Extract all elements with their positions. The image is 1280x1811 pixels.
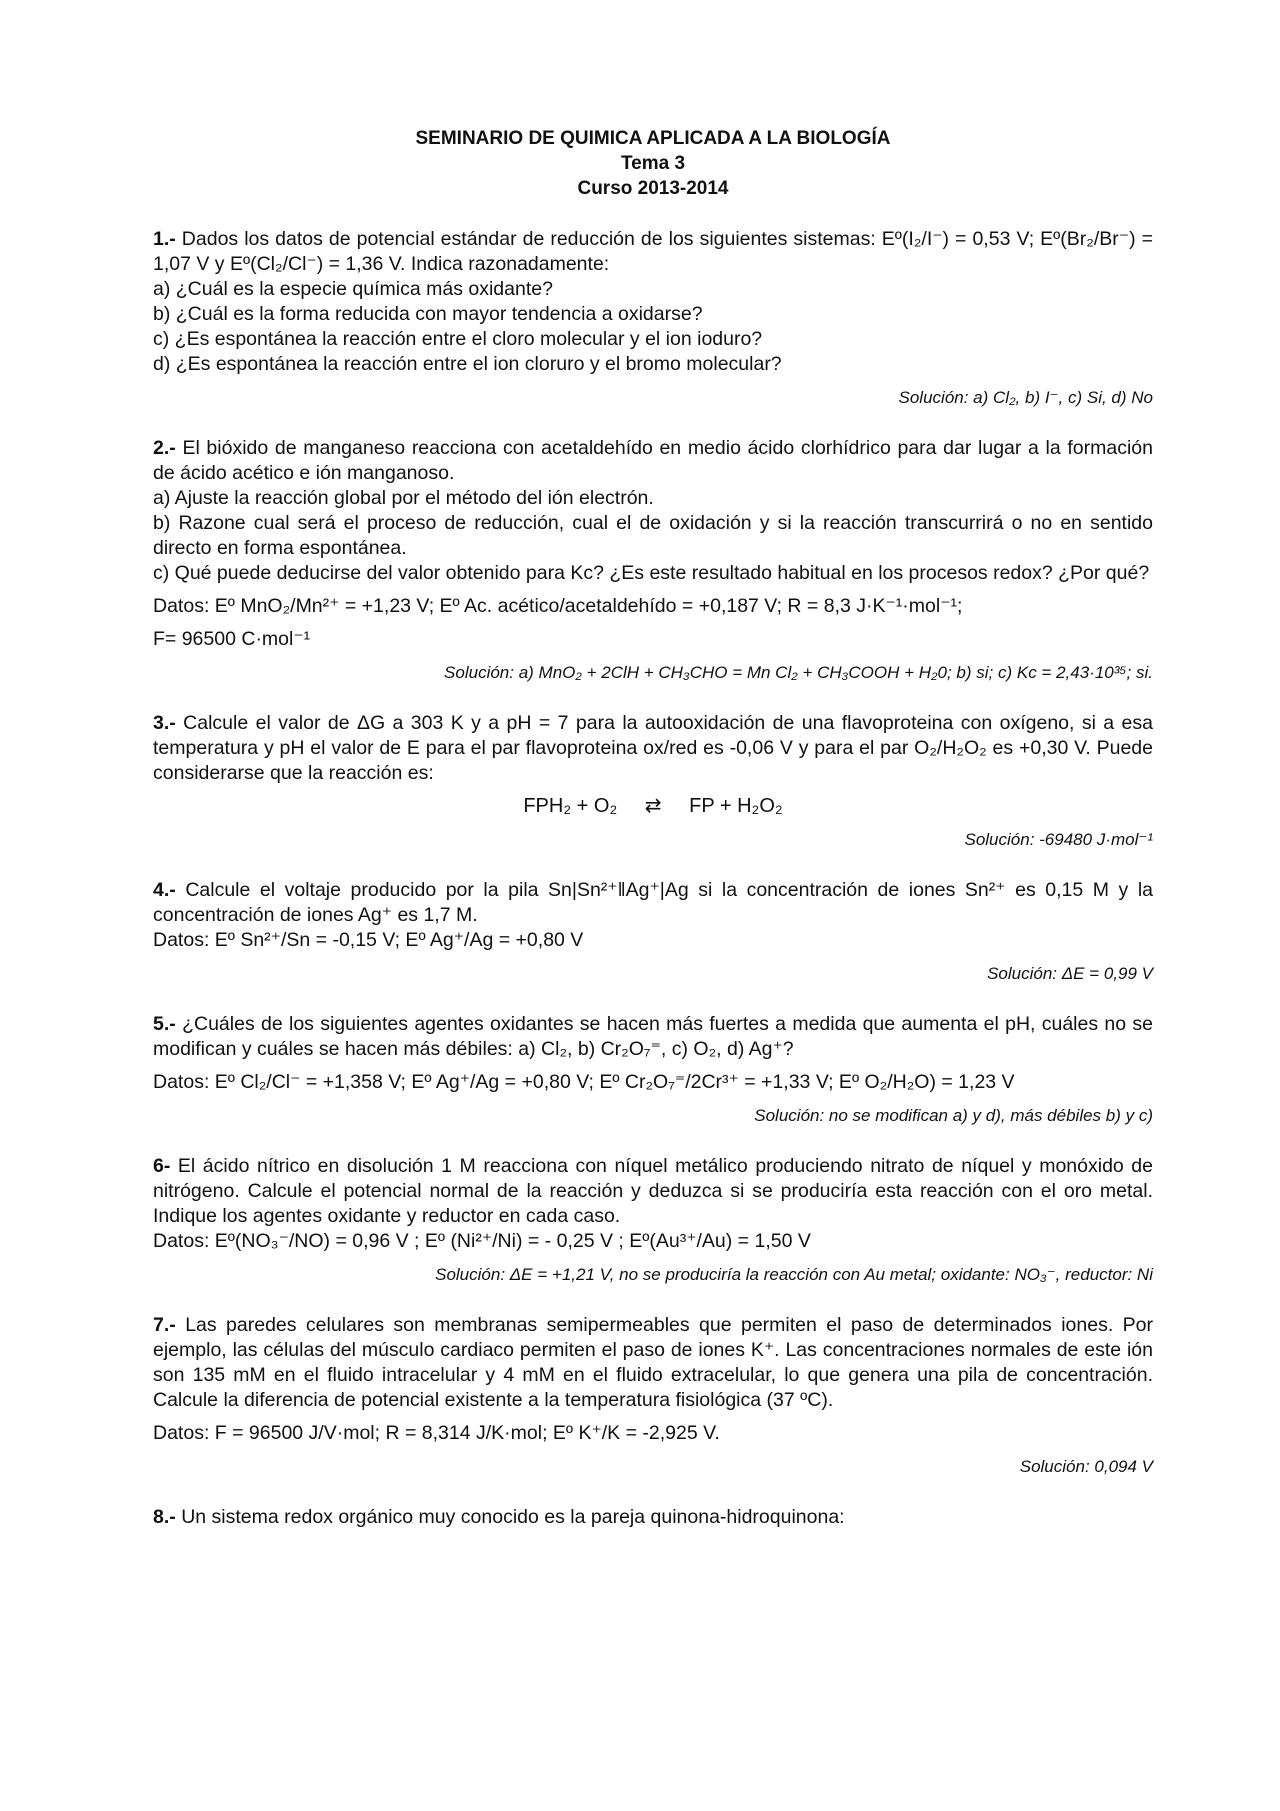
problem-2 [153,436,1153,685]
problem-number: 4.- [153,879,176,902]
data-line: Datos: F = 96500 J/V·mol; R = 8,314 J/K·mol; Eº K⁺/K = -2,925 V. [153,1422,720,1445]
problem-number: 5.- [153,1013,176,1036]
problem-7 [153,1313,1153,1479]
question-a: a) ¿Cuál es la especie química más oxidante? [153,278,553,300]
question-d: d) ¿Es espontánea la reacción entre el ion cloruro y el bromo molecular? [153,353,782,375]
problem-1 [153,227,1153,410]
problem-statement: Calcule el voltaje producido por la pila Sn|Sn²⁺‖Ag⁺|Ag si la concentración de iones Sn²⁺ es 0,15 M y la concentración de iones Ag⁺ es 1,7 M. [153,879,1153,927]
problem-6 [153,1154,1153,1287]
document-page [153,126,1153,1530]
question-c: c) Qué puede deducirse del valor obtenido para Kc? ¿Es este resultado habitual en los procesos redox? ¿Por qué? [153,562,1150,584]
document-header [153,126,1153,201]
question-b: b) ¿Cuál es la forma reducida con mayor tendencia a oxidarse? [153,303,703,325]
equation-left: FPH₂ + O₂ [523,795,618,817]
solution: Solución: -69480 J·mol⁻¹ [964,830,1153,850]
problem-number: 3.- [153,712,176,734]
data-line: Datos: Eº Cl₂/Cl⁻ = +1,358 V; Eº Ag⁺/Ag = +0,80 V; Eº Cr₂O₇⁼/2Cr³⁺ = +1,33 V; Eº O₂/H₂O) = 1,23 V [153,1071,1015,1094]
equation-right: FP + H₂O₂ [689,795,783,817]
data-line: Datos: Eº(NO₃⁻/NO) = 0,96 V ; Eº (Ni²⁺/Ni) = - 0,25 V ; Eº(Au³⁺/Au) = 1,50 V [153,1230,811,1253]
problem-statement: ¿Cuáles de los siguientes agentes oxidantes se hacen más fuertes a medida que aumenta el pH, cuáles no se modifican y cuáles se hacen más débiles: a) Cl₂, b) Cr₂O₇⁼, c) O₂, d) Ag⁺? [153,1013,1154,1061]
problem-3 [153,711,1153,852]
problem-4 [153,878,1153,986]
question-c: c) ¿Es espontánea la reacción entre el cloro molecular y el ion ioduro? [153,328,763,350]
problem-statement: Dados los datos de potencial estándar de reducción de los siguientes sistemas: Eº(I₂/I⁻) = 0,53 V; Eº(Br₂/Br⁻) = 1,07 V y Eº(Cl₂/Cl⁻) = 1,36 V. Indica razonadamente: [153,228,1153,275]
solution: Solución: ΔE = 0,99 V [987,964,1153,984]
data-line: Datos: Eº Sn²⁺/Sn = -0,15 V; Eº Ag⁺/Ag = +0,80 V [153,929,584,952]
solution: Solución: no se modifican a) y d), más débiles b) y c) [754,1106,1153,1126]
problem-8 [153,1505,1153,1530]
problem-statement: Las paredes celulares son membranas semipermeables que permiten el paso de determinados iones. Por ejemplo, las células del músculo cardiaco permiten el paso de iones K⁺. Las concentraciones normales de este ión son 135 mM en el fluido intracelular y 4 mM en el fluido extracelular, lo que genera una pila de concentración. Calcule la diferencia de potencial existente a la temperatura fisiológica (37 ºC). [153,1314,1154,1412]
equilibrium-arrow-icon: ⇄ [644,795,662,818]
problem-statement: El bióxido de manganeso reacciona con acetaldehído en medio ácido clorhídrico para dar lugar a la formación de ácido acético e ión manganoso. [153,437,1153,484]
problem-statement: El ácido nítrico en disolución 1 M reacciona con níquel metálico produciendo nitrato de níquel y monóxido de nitrógeno. Calcule el potencial normal de la reacción y deduzca si se produciría esta reacción con el oro metal. Indique los agentes oxidante y reductor en cada caso. [153,1155,1153,1228]
data-line: Datos: Eº MnO₂/Mn²⁺ = +1,23 V; Eº Ac. acético/acetaldehído = +0,187 V; R = 8,3 J·K⁻¹·mol⁻¹; [153,595,963,617]
problem-number: 2.- [153,437,176,459]
solution: Solución: 0,094 V [1019,1457,1153,1477]
solution: Solución: a) Cl₂, b) I⁻, c) Si, d) No [898,388,1153,407]
question-a: a) Ajuste la reacción global por el método del ión electrón. [153,487,654,509]
data-line-2: F= 96500 C·mol⁻¹ [153,628,311,650]
problem-number: 6- [153,1155,171,1178]
problem-number: 1.- [153,228,176,250]
problem-number: 7.- [153,1314,176,1337]
header-course: Curso 2013-2014 [577,178,729,199]
solution: Solución: a) MnO₂ + 2ClH + CH₃CHO = Mn Cl₂ + CH₃COOH + H₂0; b) si; c) Kc = 2,43·10³⁵; si. [444,663,1153,682]
header-title: SEMINARIO DE QUIMICA APLICADA A LA BIOLOGÍA [415,128,891,149]
reaction-equation [153,794,1153,819]
solution: Solución: ΔE = +1,21 V, no se produciría la reacción con Au metal; oxidante: NO₃⁻, reductor: Ni [435,1265,1153,1285]
problem-statement: Un sistema redox orgánico muy conocido es la pareja quinona-hidroquinona: [181,1506,845,1529]
problem-statement: Calcule el valor de ΔG a 303 K y a pH = 7 para la autooxidación de una flavoproteina con oxígeno, si a esa temperatura y pH el valor de E para el par flavoproteina ox/red es -0,06 V y para el par O₂/H₂O₂ es +0,30 V. Puede considerarse que la reacción es: [153,712,1153,784]
question-b: b) Razone cual será el proceso de reducción, cual el de oxidación y si la reacción transcurrirá o no en sentido directo en forma espontánea. [153,512,1153,559]
header-topic: Tema 3 [620,153,686,174]
problem-number: 8.- [153,1506,176,1529]
problem-5 [153,1012,1153,1128]
